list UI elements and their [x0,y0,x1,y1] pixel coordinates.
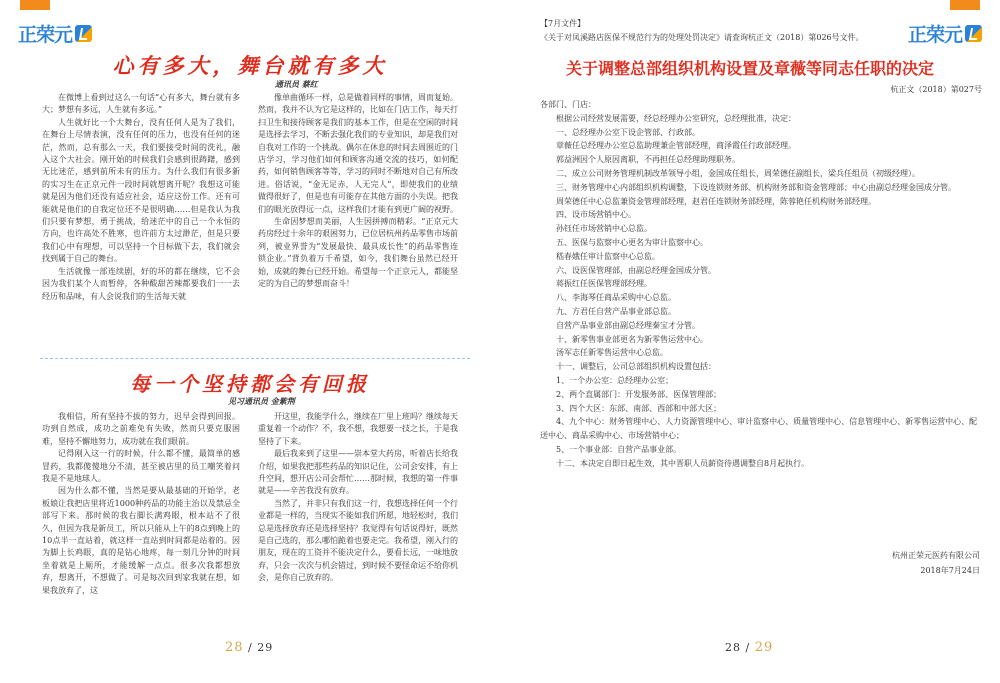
decision-line: 2、两个直属部门：开发服务部、医保管理部； [556,389,722,399]
decision-line: 3、四个大区：东部、南部、西部和中部大区； [556,403,722,413]
decision-title: 关于调整总部组织机构设置及章薇等同志任职的决定 [565,59,934,78]
signature-org: 杭州正荣元医药有限公司 [892,551,980,560]
decision-line: 1、一个办公室：总经理办公室； [556,375,674,385]
decision-line: 自营产品事业部由副总经理秦宝才分管。 [556,320,700,330]
decision-line: 4、九个中心：财务管理中心、人力资源管理中心、审计监察中心、质量管理中心、信息管理中心、新零售运营中心、配送中心、商品采购中心、市场营销中心； [540,417,978,441]
page-number-sep: / [745,641,751,654]
paragraph: 因为什么都不懂，当然是要从最基础的开始学，老板娘让我把店里将近1000种药品的功能主治以及禁忌全部写下来。那时候的我右脚长满鸡眼，根本站不了很久，但因为我是新员工，所以只能从上午的8点到晚上的10点半一直站着，就这样一直站到时间都是站着的。因为脚上长鸡眼，真的是钻心地疼，每一刻几分钟的时间坐着就是上厕所，才能缓解一点点。很多次我都想放弃，想离开，不想做了。可是每次回到家我就在想，如果我放弃了，这 [42,486,240,595]
decision-line: 5、一个事业部：自营产品事业部。 [556,444,682,454]
logo-mark-icon [75,25,92,42]
paragraph: 开这里，我能学什么，继续在厂里上班吗？继续每天重复着一个动作？不，我不想，我想要一技之长，于是我坚持了下来。 [258,412,458,446]
page-number [725,640,773,655]
paragraph: 最后我来到了这里——崇本堂大药房，听着店长给我介绍，如果我把那些药品的知识记住，公司会安排，有上升空间，想开店公司会帮忙……那时候，我想的第一件事就是——辛苦我没有放弃。 [258,449,458,496]
logo-text: 正荣元 [907,24,962,46]
decision-line: 根据公司经营发展需要，经总经理办公室研究，总经理批准，决定： [556,113,796,123]
article2-column-1 [42,411,240,597]
decision-line: 十二、本决定自即日起生效，其中晋职人员薪资待遇调整自8月起执行。 [556,458,810,468]
decision-line: 一、总经理办公室下设企管部、行政部。 [556,127,700,137]
article1-byline: 通讯员 蔡红 [275,79,318,89]
page-number-other: 29 [257,641,274,654]
document-reference: 《关于对凤溪路店医保不规范行为的处理处罚决定》请查询杭正文（2018）第026号文件。 [540,33,864,42]
page-number [225,640,273,655]
paragraph: 在微博上看到过这么一句话“心有多大，舞台就有多大；梦想有多远，人生就有多远。” [42,93,240,115]
paragraph: 我相信，所有坚持不拔的努力，迟早会得到回报。功到自然成，成功之前难免有失败，然而只要克服困难，坚持不懈地努力，成功就在我们眼前。 [42,412,240,446]
page-number-current: 29 [754,640,774,655]
decision-line: 九、方君任自营产品事业部总监。 [556,306,676,316]
logo-text: 正荣元 [18,24,73,46]
decision-line: 蒋振红任医保管理部经理。 [556,279,652,289]
article2-column-2 [258,411,458,585]
article2-title: 每一个坚持都会有回报 [130,372,370,396]
decision-line: 嵇春娥任审计监察中心总监。 [556,251,660,261]
signature-block [892,548,980,578]
paragraph: 当然了，并非只有我们这一行，我想选择任何一个行业都是一样的，当现实不能如我们所愿，地轻松时，我们总是选择放弃还是选择坚持？我觉得有句话说得好，既然是自己选的，那么哪怕跪着也要走完。我希望，刚入行的朋友，现在的工资并不能决定什么，要看长远，一味地放弃，只会一次次与机会错过，到时候不要怪命运不给你机会，是你自己放弃的。 [258,498,458,583]
paragraph: 生活就像一部连续剧，好的坏的都在继续，它不会因为我们某个人而暂停，各种酸甜苦辣都要我们一一去经历和品味，有人会说我们的生活每天就 [42,266,240,301]
decision-line: 五、医保与监察中心更名为审计监察中心。 [556,237,708,247]
decision-line: 章薇任总经理办公室总监助理兼企管部经理，商泽霞任行政部经理。 [556,141,796,151]
page-number-current: 28 [225,640,244,655]
section-divider [40,358,470,359]
right-page [500,0,1000,683]
article2-byline: 见习通讯员 金紫荆 [228,396,295,406]
decision-line: 十、新零售事业部更名为新零售运营中心。 [556,334,708,344]
decision-line: 周荣德任中心总监兼资金管理部经理，赵君任连锁财务部经理，陈蓉艳任机构财务部经理。 [556,196,876,206]
article1-column-1 [42,92,240,303]
paragraph: 像单曲循环一样，总是做着同样的事情，周而复始。然而，我并不认为它是这样的，比如在门店工作，每天打扫卫生和接待顾客是我们的基本工作，但是在空闲的时间是选择去学习，不断去强化我们的专业知识，却是我们对自我对工作的一个挑战。偶尔在休息的时间去周围近的门店学习，学习他们如何和顾客沟通交流的技巧，如何配药，如何销售顾客等等，学习的同时不断地对自己有所改进。俗话说，“金无足赤，人无完人”，即使我们的业绩做得很好了，但是也有可能存在其他方面的小失误。把我们的眼光放得远一点，这样我们才能有到更广阔的视野。 [258,93,458,214]
paragraph: 人生就好比一个大舞台，没有任何人是为了我们，在舞台上尽情表演，没有任何的压力，也没有任何的迷茫，然而，总有那么一天，我们要接受时间的洗礼，融入这个大社会。刚开始的时候我们会感到很踌躇，感到无比迷茫，感到前所未有的压力。为什么我们有很多新的实习生在正京元件一段时间就想离开呢？我想这可能就是因为他们还没有适应社会，适应这份工作。还有可能就是他们的自我定位还不是很明确……但是我认为我们只要有梦想，勇于挑战，给迷茫中的自己一个永恒的方向，也许高处不胜寒，也许前方太过渺茫，但是只要我们心中有理想，可以坚持一个目标做下去，我们就会找到属于自己的舞台。 [42,117,240,264]
article1-title: 心有多大，舞台就有多大 [112,53,388,78]
decision-line: 各部门、门店： [540,100,596,109]
article1-column-2 [258,92,458,291]
decision-line: 三、财务管理中心内部组织机构调整，下设连锁财务部、机构财务部和资金管理部；中心由副总经理金国成分管。 [556,182,956,192]
decision-line: 十一、调整后，公司总部组织机构设置包括： [556,362,716,372]
decision-line: 汤军志任新零售运营中心总监。 [556,348,668,358]
decision-line: 四、设市场营销中心。 [556,210,636,220]
decision-body [540,98,982,471]
document-tag: 【7月文件】 [540,19,586,28]
page-number-sep: / [248,641,253,654]
paragraph: 生命因梦想而美丽，人生因拼搏而精彩。“正京元大药房经过十余年的艰困努力，已位居杭州药品零售市场前列，被业界誉为“发展最快、最具成长性”的药品零售连锁企业。”背负着万千希望，如今，我们舞台虽然已经开始，成就的舞台已经开始。希望每一个正京元人，都能坚定的为自己的梦想而奋斗！ [258,217,458,289]
decision-line: 六、设医保管理部，由副总经理金国成分管。 [556,265,716,275]
corner-tab [20,0,50,10]
decision-line: 八、李海琴任商品采购中心总监。 [556,293,676,303]
decision-line: 孙钰任市场营销中心总监。 [556,224,652,234]
company-logo [18,20,92,47]
document-number: 杭正文（2018）第027号 [890,85,982,94]
signature-date: 2018年7月24日 [920,566,980,575]
corner-tab [950,0,980,10]
page-number-other: 28 [725,641,741,654]
paragraph: 记得刚入这一行的时候，什么都不懂，最简单的感冒药，我都傻傻地分不清，甚至被店里的员工嘲笑着问我是不是地球人。 [42,449,240,484]
decision-line: 二、成立公司财务管理机制改革领导小组，金国成任组长，周荣德任副组长，梁兵任组员（初级经理）。 [556,168,920,178]
decision-line: 郭益洲因个人原因离职，不再担任总经理助理职务。 [556,155,740,165]
